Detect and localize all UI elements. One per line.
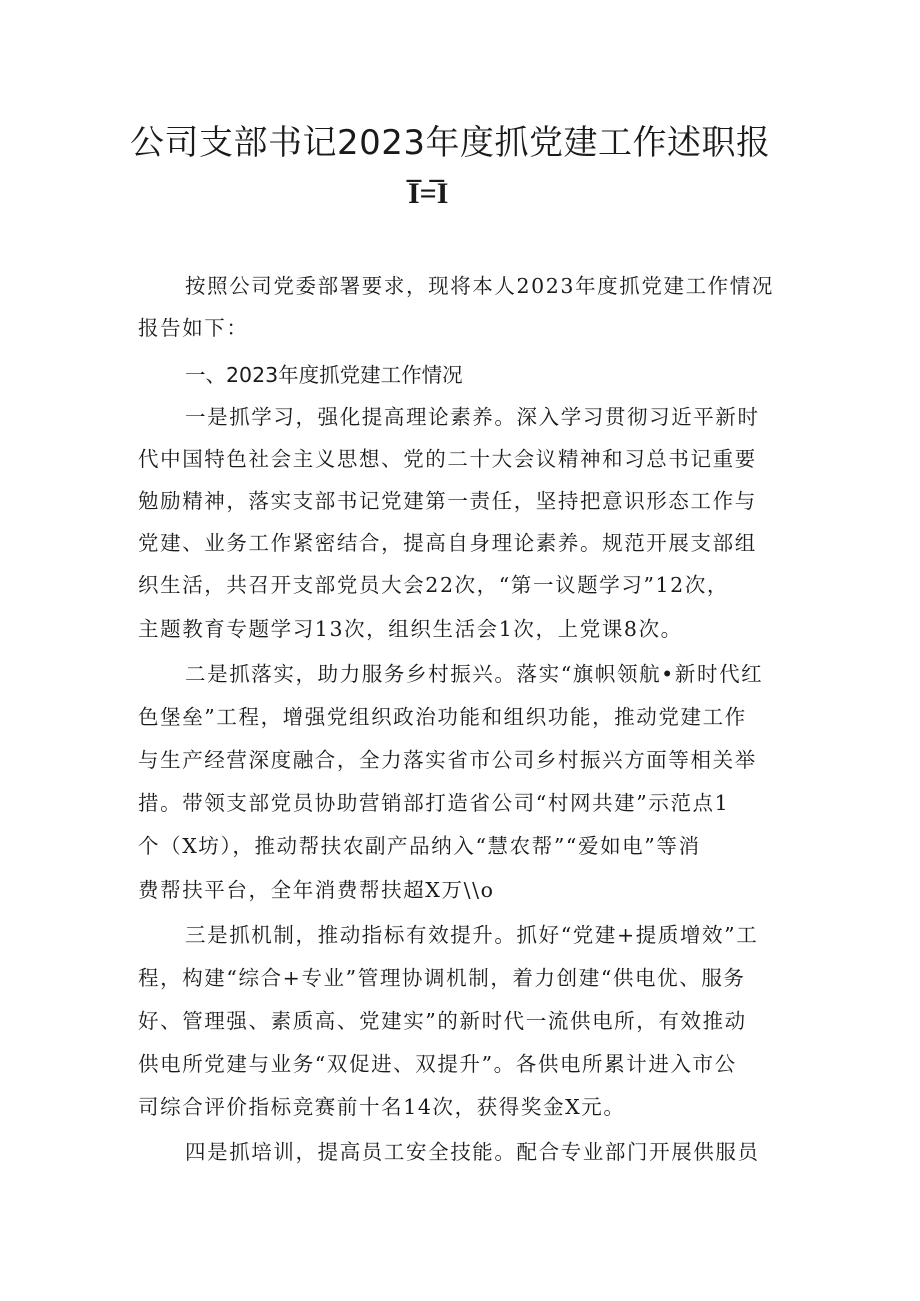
paragraph-line: 一是抓学习，强化提高理论素养。深入学习贯彻习近平新时 [185, 405, 760, 429]
paragraph-line: 司综合评价指标竞赛前十名14次，获得奖金X元。 [138, 1095, 626, 1119]
paragraph-line: 供电所党建与业务“双促进、双提升”。各供电所累计进入市公 [138, 1052, 737, 1076]
paragraph-line: 代中国特色社会主义思想、党的二十大会议精神和习总书记重要 [138, 447, 757, 471]
paragraph-line: 报告如下： [138, 316, 249, 340]
paragraph-line: 与生产经营深度融合，全力落实省市公司乡村振兴方面等相关举 [138, 748, 757, 772]
paragraph-line: 织生活，共召开支部党员大会22次，“第一议题学习”12次， [138, 573, 730, 597]
paragraph-line: 好、管理强、素质高、党建实”的新时代一流供电所，有效推动 [138, 1009, 747, 1033]
paragraph-line: 二是抓落实，助力服务乡村振兴。落实“旗帜领航•新时代红 [185, 662, 764, 686]
paragraph-line: 按照公司党委部署要求，现将本人2023年度抓党建工作情况 [185, 274, 774, 298]
document-title: 公司支部书记2023年度抓党建工作述职报 [130, 123, 771, 163]
paragraph-line: 党建、业务工作紧密结合，提高自身理论素养。规范开展支部组 [138, 531, 757, 555]
paragraph-line: 勉励精神，落实支部书记党建第一责任，坚持把意识形态工作与 [138, 489, 757, 513]
paragraph-line: 色堡垒”工程，增强党组织政治功能和组织功能，推动党建工作 [138, 705, 747, 729]
paragraph-line: 程，构建“综合+专业”管理协调机制，着力创建“供电优、服务 [138, 966, 746, 990]
paragraph-line: 个（X坊），推动帮扶农副产品纳入“慧农帮”“爱如电”等消 [138, 834, 701, 858]
paragraph-line: 措。带领支部党员协助营销部打造省公司“村网共建”示范点1 [138, 791, 730, 815]
paragraph-line: 三是抓机制，推动指标有效提升。抓好“党建+提质增效”工 [185, 923, 759, 947]
document-title-tail: I̅=̅I [408, 177, 449, 210]
paragraph-line: 主题教育专题学习13次，组织生活会1次，上党课8次。 [138, 617, 683, 641]
paragraph-line: 四是抓培训，提高员工安全技能。配合专业部门开展供服员 [185, 1140, 760, 1164]
paragraph-line: 费帮扶平台，全年消费帮扶超X万\\o [138, 878, 495, 902]
section-heading: 一、2023年度抓党建工作情况 [185, 363, 463, 387]
